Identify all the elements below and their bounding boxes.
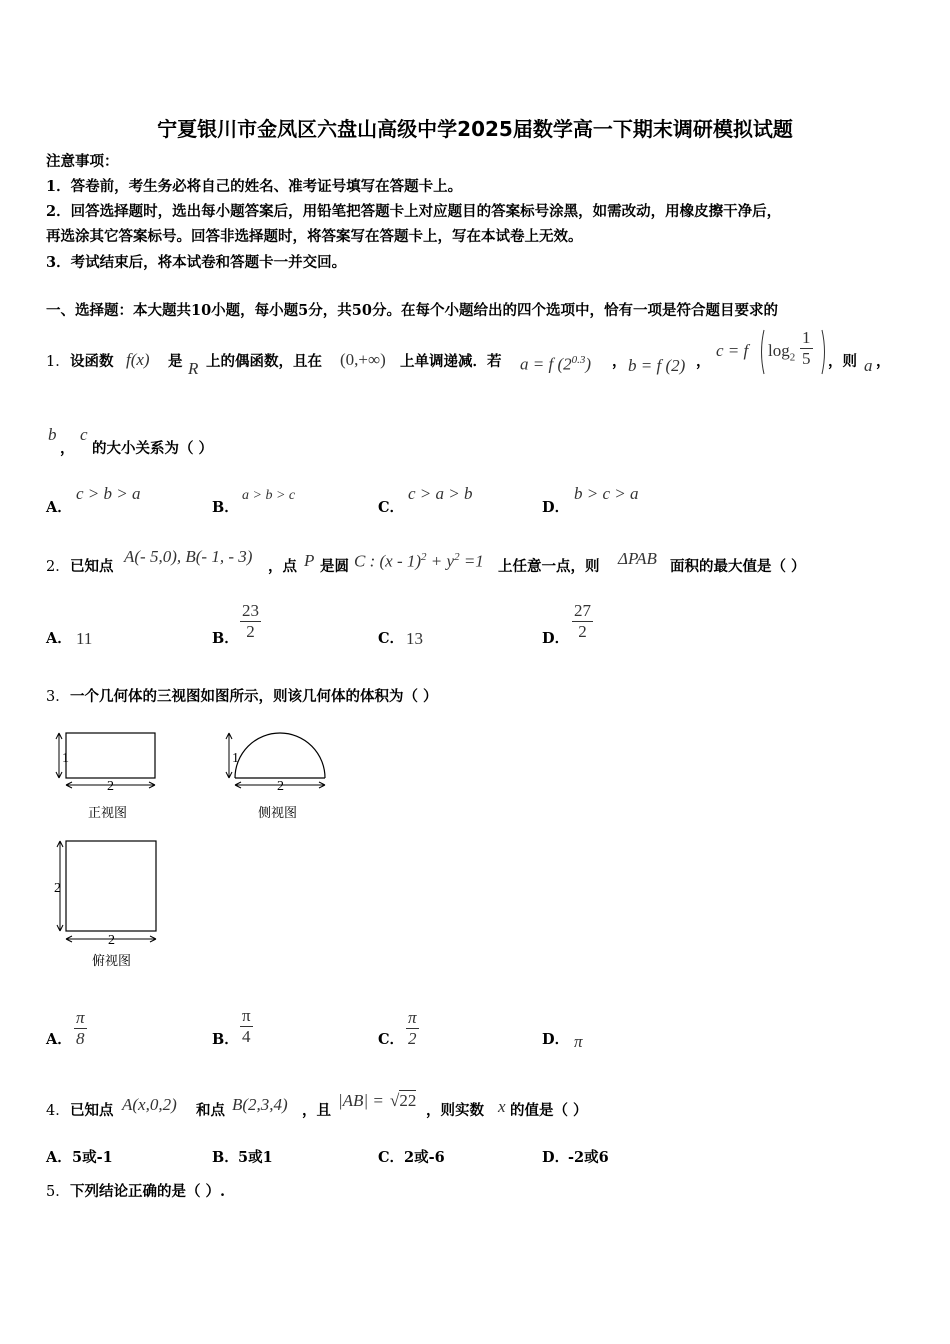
q2-math-points: A(- 5,0), B(- 1, - 3) xyxy=(124,547,253,566)
q4-math-abs: |AB| = xyxy=(338,1091,384,1110)
option-label: A． xyxy=(46,1149,72,1166)
option-label: B． xyxy=(212,630,239,647)
option-label: D． xyxy=(542,1031,570,1048)
front-view-caption: 正视图 xyxy=(88,806,128,821)
q1-c-log: $\log_2$ xyxy=(768,341,796,364)
q2-text: 已知点 xyxy=(70,558,114,575)
side-view-caption: 侧视图 xyxy=(258,806,298,821)
option-fraction xyxy=(406,1008,419,1049)
fraction-denominator: 4 xyxy=(242,1027,251,1046)
option-expr: 5或1 xyxy=(238,1149,273,1166)
q1-math: a xyxy=(864,356,873,375)
option-label: B． xyxy=(212,499,239,516)
section-heading: 一、选择题：本大题共10小题，每小题5分，共50分。在每个小题给出的四个选项中，恰有一项是符合题目要求的 xyxy=(46,302,778,319)
q2-text: 面积的最大值是（ ） xyxy=(670,558,806,575)
q4-math-sqrt: √22 xyxy=(390,1091,417,1110)
option-label: C． xyxy=(378,630,405,647)
q1-math-b: b = f (2) xyxy=(628,356,686,375)
top-view-height-label: 2 xyxy=(54,881,61,896)
q4-math-a: A(x,0,2) xyxy=(122,1095,177,1114)
q1-math: c xyxy=(80,425,88,444)
q1-math: b xyxy=(48,425,57,444)
option-label: A． xyxy=(46,499,72,516)
q1-text: ， xyxy=(60,440,75,457)
q2-math-circle: C : $(x - 1)^2 + y^2 =1$ xyxy=(354,551,484,571)
q2-text: ，点 xyxy=(268,558,297,575)
option-expr: -2或6 xyxy=(568,1149,609,1166)
q1-math-fx: f(x) xyxy=(126,350,150,369)
question-number: 2． xyxy=(46,559,70,575)
notice-item: 2．回答选择题时，选出每小题答案后，用铅笔把答题卡上对应题目的答案标号涂黑，如需改动，用橡皮擦干净后， xyxy=(46,203,782,220)
notice-item: 3．考试结束后，将本试卷和答题卡一并交回。 xyxy=(46,254,347,271)
q4-text: ，则实数 xyxy=(426,1102,484,1119)
q1-text: 上的偶函数，且在 xyxy=(206,353,322,370)
option-label: A． xyxy=(46,1031,72,1048)
fraction-numerator: π xyxy=(76,1008,85,1027)
fraction-denominator: 8 xyxy=(76,1029,85,1048)
fraction-numerator: π xyxy=(242,1006,251,1025)
q4-text: ，且 xyxy=(302,1102,331,1119)
q1-math-r: R xyxy=(188,359,199,378)
top-view-width-label: 2 xyxy=(108,933,115,948)
q5-text: 下列结论正确的是（ ）. xyxy=(70,1183,226,1200)
q4-text: 已知点 xyxy=(70,1102,114,1119)
side-view-width-label: 2 xyxy=(277,779,284,794)
top-view-caption: 俯视图 xyxy=(92,954,132,969)
option-label: B． xyxy=(212,1149,239,1166)
fraction-numerator: 23 xyxy=(242,601,259,620)
front-view-diagram xyxy=(50,728,162,796)
q1-math-c: c = f xyxy=(716,341,749,360)
q2-text: 上任意一点，则 xyxy=(498,558,600,575)
option-label: D． xyxy=(542,499,570,516)
fraction-denominator: 2 xyxy=(408,1029,417,1048)
q1-text: 上单调递减．若 xyxy=(400,353,502,370)
front-view-width-label: 2 xyxy=(107,779,114,794)
q1-c-fraction xyxy=(800,328,813,369)
option-label: A． xyxy=(46,630,72,647)
option-fraction xyxy=(240,1006,253,1047)
option-label: B． xyxy=(212,1031,239,1048)
q4-math: x xyxy=(498,1097,506,1116)
fraction-denominator: 2 xyxy=(246,622,255,641)
q1-text: ， xyxy=(696,353,711,370)
option-label: D． xyxy=(542,1149,570,1166)
side-view-height-label: 1 xyxy=(232,751,239,766)
q1-math-a: a = f $(2^{0.3})$ xyxy=(520,354,592,374)
option-label: C． xyxy=(378,1031,405,1048)
option-label: D． xyxy=(542,630,570,647)
question-number: 4． xyxy=(46,1103,70,1119)
q2-math: ΔPAB xyxy=(618,549,657,568)
fraction-denominator: 5 xyxy=(802,349,811,368)
q3-text: 一个几何体的三视图如图所示，则该几何体的体积为（ ） xyxy=(70,688,438,705)
fraction-numerator: π xyxy=(408,1008,417,1027)
option-expr: c > b > a xyxy=(76,484,141,503)
option-expr: c > a > b xyxy=(408,484,473,503)
q1-text: ， xyxy=(876,353,891,370)
q1-math-interval: (0,+∞) xyxy=(340,350,386,369)
question-number: 5． xyxy=(46,1184,70,1200)
option-expr: π xyxy=(574,1032,583,1051)
option-fraction xyxy=(74,1008,87,1049)
option-expr: 5或-1 xyxy=(72,1149,113,1166)
fraction-numerator: 1 xyxy=(802,328,811,347)
notice-item: 再选涂其它答案标号。回答非选择题时，将答案写在答题卡上，写在本试卷上无效。 xyxy=(46,228,583,245)
option-fraction xyxy=(572,601,593,642)
q2-math: P xyxy=(304,551,315,570)
notice-heading: 注意事项： xyxy=(46,153,119,170)
question-number: 3． xyxy=(46,689,70,705)
option-expr: b > c > a xyxy=(574,484,639,503)
question-number: 1． xyxy=(46,354,70,370)
page-title: 宁夏银川市金凤区六盘山高级中学2025届数学高一下期末调研模拟试题 xyxy=(157,117,793,141)
option-expr: 2或-6 xyxy=(404,1149,445,1166)
option-expr: 11 xyxy=(76,629,93,648)
option-expr: a > b > c xyxy=(242,488,296,503)
q1-text: 设函数 xyxy=(70,353,114,370)
q1-text: ，则 xyxy=(828,353,857,370)
q4-math-b: B(2,3,4) xyxy=(232,1095,288,1114)
top-view-diagram xyxy=(48,836,162,948)
front-view-height-label: 1 xyxy=(62,751,69,766)
q4-text: 的值是（ ） xyxy=(510,1102,588,1119)
option-label: C． xyxy=(378,499,405,516)
option-fraction xyxy=(240,601,261,642)
q1-text: 是 xyxy=(168,353,183,370)
fraction-denominator: 2 xyxy=(578,622,587,641)
q2-text: 是圆 xyxy=(320,558,349,575)
q1-text: ， xyxy=(612,353,627,370)
option-expr: 13 xyxy=(406,629,423,648)
option-label: C． xyxy=(378,1149,405,1166)
side-view-diagram xyxy=(220,728,332,796)
q4-text: 和点 xyxy=(196,1102,225,1119)
q1-text: 的大小关系为（ ） xyxy=(92,440,214,457)
fraction-numerator: 27 xyxy=(574,601,591,620)
notice-item: 1．答卷前，考生务必将自己的姓名、准考证号填写在答题卡上。 xyxy=(46,178,463,195)
